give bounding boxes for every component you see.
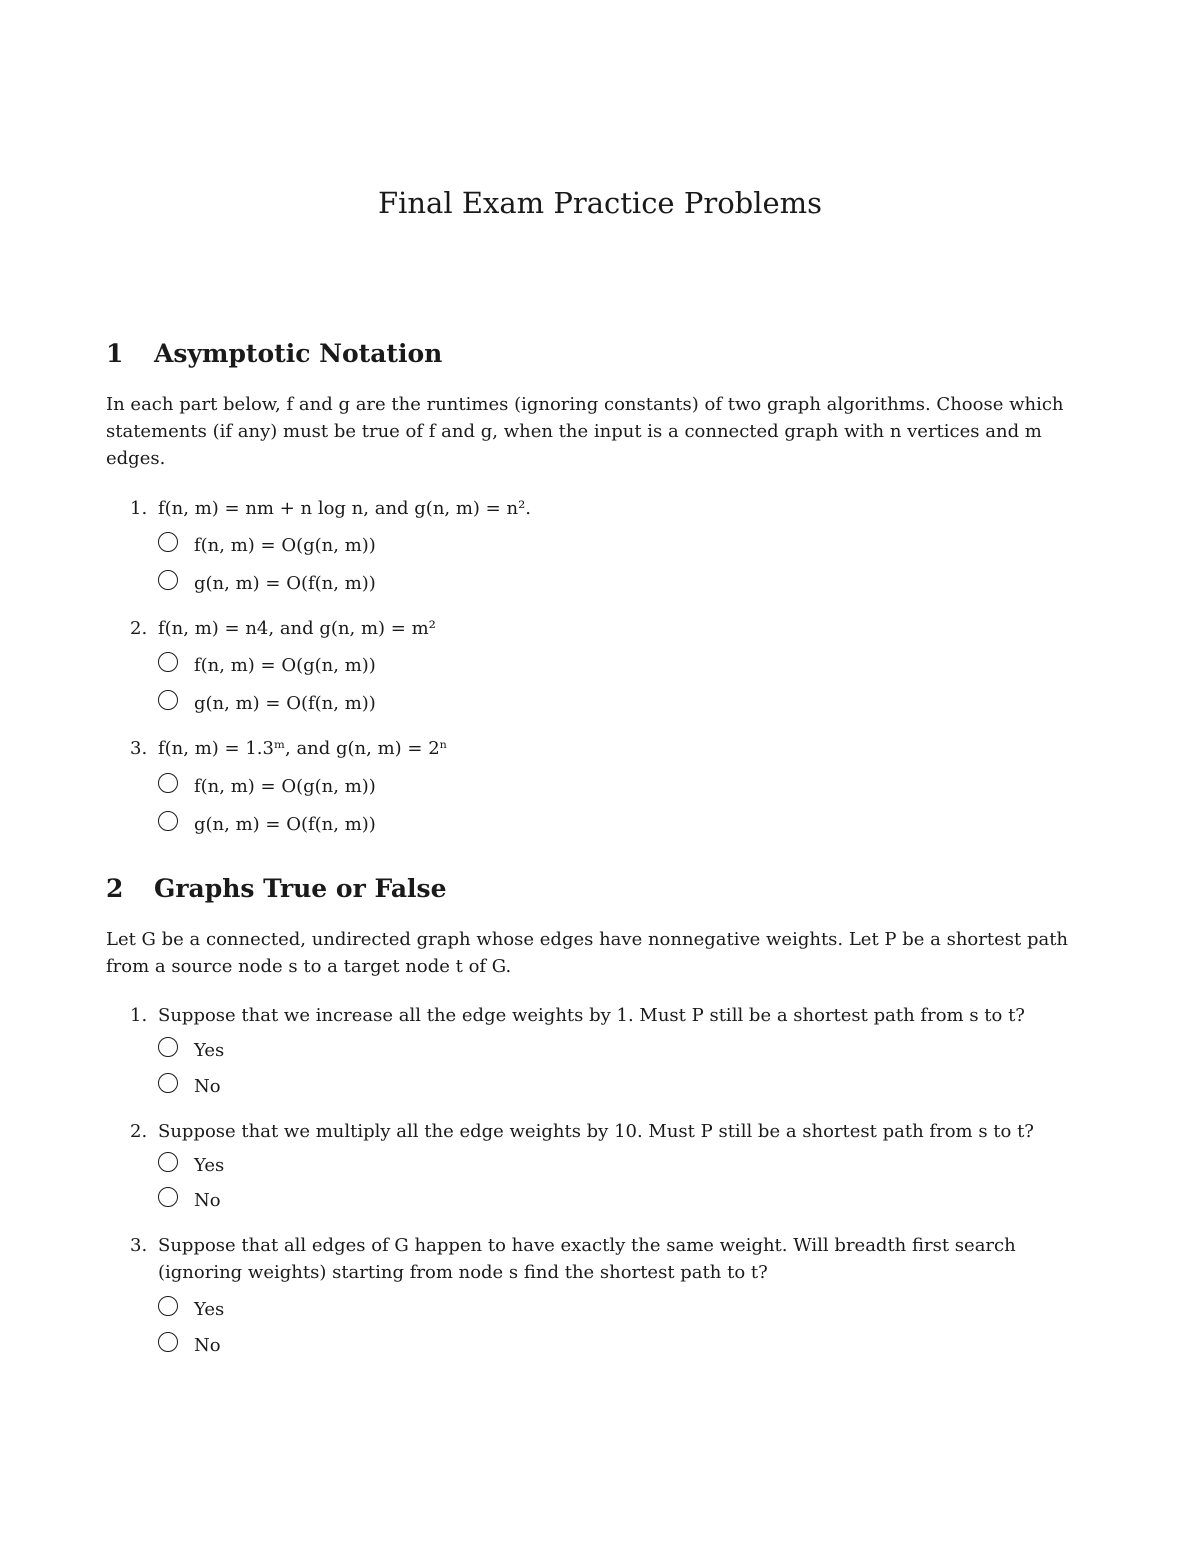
answer-option[interactable] bbox=[158, 1297, 224, 1323]
answer-option[interactable] bbox=[158, 1333, 221, 1359]
page-title: Final Exam Practice Problems bbox=[377, 186, 823, 220]
radio-button[interactable] bbox=[158, 1296, 178, 1316]
radio-button[interactable] bbox=[158, 690, 178, 710]
option-label: g(n, m) = O(f(n, m)) bbox=[194, 573, 376, 594]
section-number: 1 bbox=[106, 339, 124, 368]
radio-button[interactable] bbox=[158, 1152, 178, 1172]
question-number: 3. bbox=[130, 1235, 148, 1256]
question-text: f(n, m) = nm + n log n, and g(n, m) = n². bbox=[158, 498, 532, 519]
section-title: Asymptotic Notation bbox=[154, 339, 443, 368]
answer-option[interactable] bbox=[158, 1188, 221, 1214]
radio-button[interactable] bbox=[158, 1332, 178, 1352]
option-label: No bbox=[194, 1076, 221, 1097]
answer-option[interactable] bbox=[158, 1074, 221, 1100]
option-label: g(n, m) = O(f(n, m)) bbox=[194, 814, 376, 835]
section-intro bbox=[106, 926, 1094, 980]
option-label: Yes bbox=[194, 1299, 225, 1320]
option-label: No bbox=[194, 1335, 221, 1356]
option-label: f(n, m) = O(g(n, m)) bbox=[194, 535, 376, 556]
question bbox=[130, 495, 1094, 522]
section-number: 2 bbox=[106, 874, 124, 903]
radio-button[interactable] bbox=[158, 570, 178, 590]
radio-button[interactable] bbox=[158, 1037, 178, 1057]
option-label: f(n, m) = O(g(n, m)) bbox=[194, 776, 376, 797]
question-number: 2. bbox=[130, 1121, 148, 1142]
question bbox=[130, 1002, 1094, 1029]
section-heading bbox=[106, 336, 442, 372]
question bbox=[130, 615, 1094, 642]
intro-line: Let G be a connected, undirected graph whose edges have nonnegative weights. Let P be a shortest path bbox=[106, 929, 1069, 950]
option-label: Yes bbox=[194, 1155, 225, 1176]
option-label: No bbox=[194, 1190, 221, 1211]
answer-option[interactable] bbox=[158, 812, 376, 838]
question-text: f(n, m) = 1.3ᵐ, and g(n, m) = 2ⁿ bbox=[158, 738, 448, 759]
question-number: 1. bbox=[130, 498, 148, 519]
option-label: g(n, m) = O(f(n, m)) bbox=[194, 693, 376, 714]
answer-option[interactable] bbox=[158, 691, 376, 717]
radio-button[interactable] bbox=[158, 811, 178, 831]
answer-option[interactable] bbox=[158, 1038, 224, 1064]
question bbox=[130, 1118, 1094, 1145]
question bbox=[130, 735, 1094, 762]
section-title: Graphs True or False bbox=[154, 874, 447, 903]
answer-option[interactable] bbox=[158, 533, 376, 559]
question-text: Suppose that we increase all the edge weights by 1. Must P still be a shortest path from s to t? bbox=[158, 1005, 1025, 1026]
answer-option[interactable] bbox=[158, 653, 376, 679]
question bbox=[130, 1232, 1094, 1286]
option-label: Yes bbox=[194, 1040, 225, 1061]
answer-option[interactable] bbox=[158, 571, 376, 597]
radio-button[interactable] bbox=[158, 1073, 178, 1093]
question-text-line: (ignoring weights) starting from node s find the shortest path to t? bbox=[158, 1262, 768, 1283]
radio-button[interactable] bbox=[158, 652, 178, 672]
option-label: f(n, m) = O(g(n, m)) bbox=[194, 655, 376, 676]
radio-button[interactable] bbox=[158, 1187, 178, 1207]
question-number: 1. bbox=[130, 1005, 148, 1026]
intro-line: edges. bbox=[106, 448, 166, 469]
question-number: 2. bbox=[130, 618, 148, 639]
intro-line: from a source node s to a target node t of G. bbox=[106, 956, 512, 977]
section-heading bbox=[106, 871, 447, 907]
intro-line: In each part below, f and g are the runtimes (ignoring constants) of two graph algorithms. Choose which bbox=[106, 394, 1064, 415]
radio-button[interactable] bbox=[158, 532, 178, 552]
section-intro bbox=[106, 391, 1094, 472]
answer-option[interactable] bbox=[158, 1153, 224, 1179]
intro-line: statements (if any) must be true of f and g, when the input is a connected graph with n vertices and m bbox=[106, 421, 1042, 442]
question-text-line: Suppose that all edges of G happen to have exactly the same weight. Will breadth first search bbox=[158, 1235, 1016, 1256]
question-number: 3. bbox=[130, 738, 148, 759]
question-text: f(n, m) = n4, and g(n, m) = m² bbox=[158, 618, 436, 639]
answer-option[interactable] bbox=[158, 774, 376, 800]
radio-button[interactable] bbox=[158, 773, 178, 793]
question-text: Suppose that we multiply all the edge weights by 10. Must P still be a shortest path from s to t? bbox=[158, 1121, 1034, 1142]
